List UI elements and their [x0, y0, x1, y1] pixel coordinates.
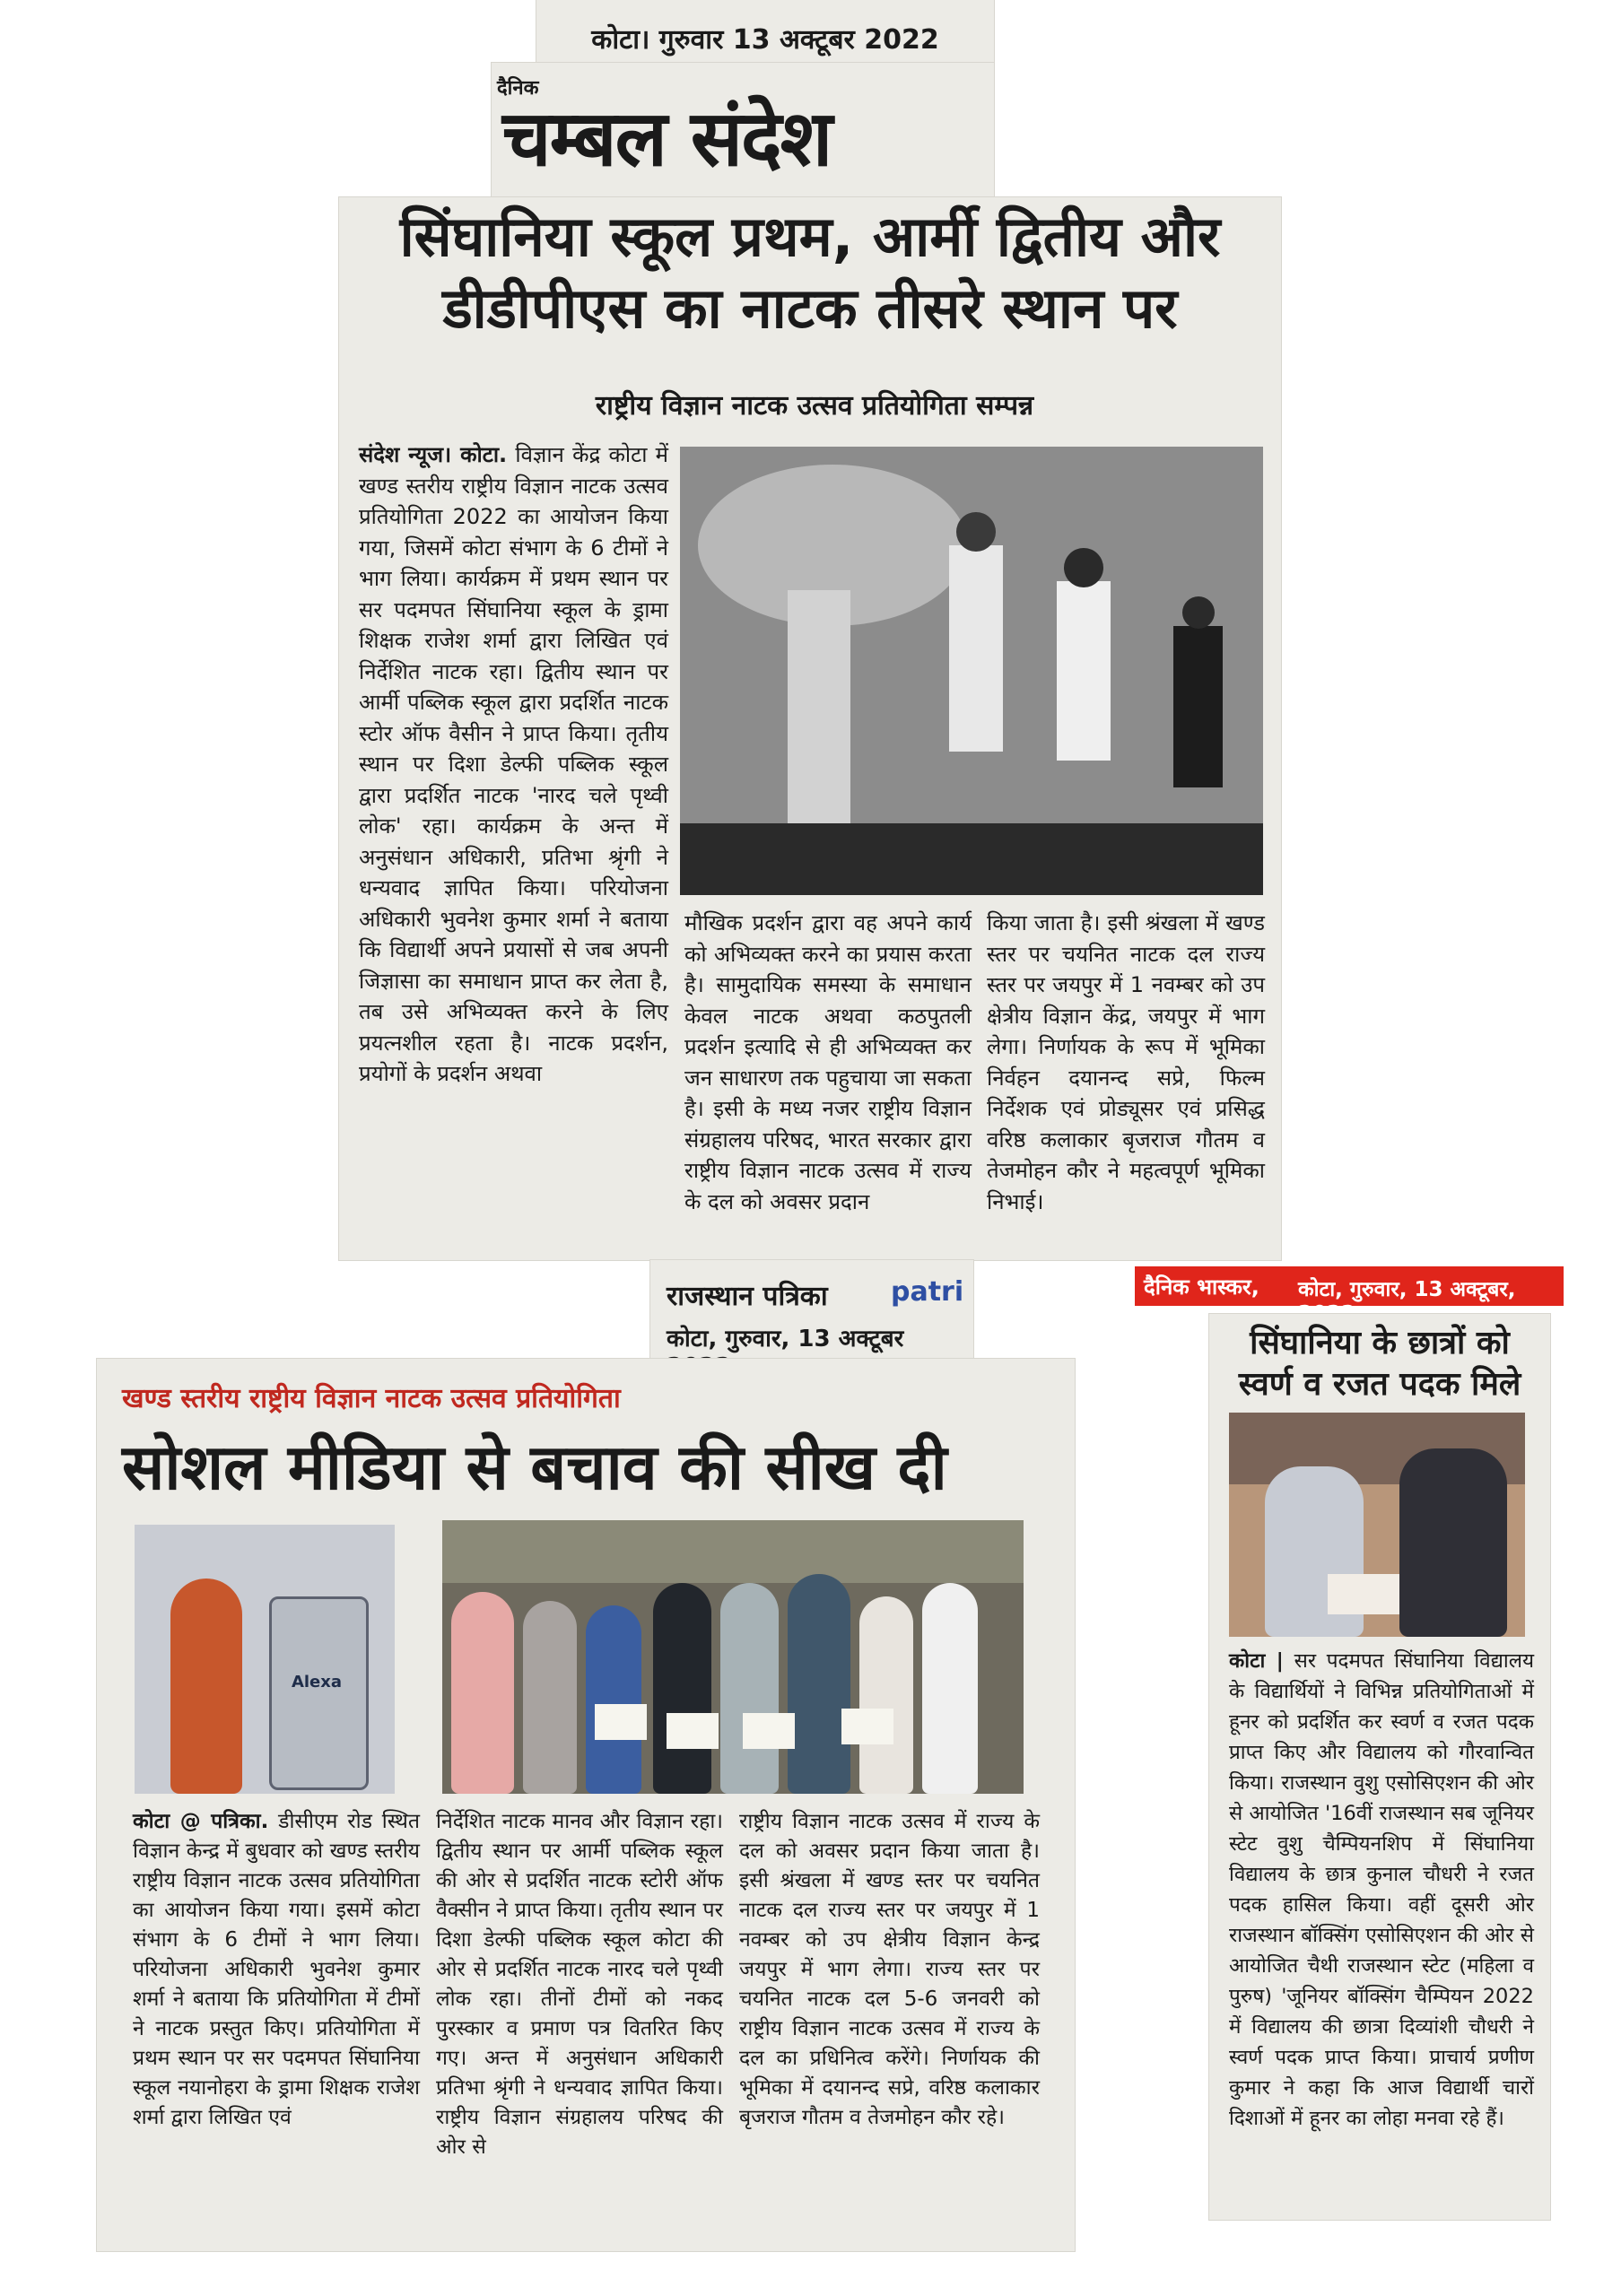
alexa-costume-label: Alexa: [291, 1673, 343, 1692]
bhaskar-body: [1229, 1646, 1534, 2134]
news-clipping-chambal: [339, 197, 1281, 1260]
person-figure: [788, 1574, 850, 1794]
certificate: [595, 1704, 647, 1740]
clip1-col1-text: विज्ञान केंद्र कोटा में खण्ड स्तरीय राष्ट्रीय विज्ञान नाटक उत्सव प्रतियोगिता 2022 का आयोजन किया गया, जिसमें कोटा संभाग के 6 टीमों ने भाग लिया। कार्यक्रम में प्रथम स्थान पर सर पदमपत सिंघानिया स्कूल के ड्रामा शिक्षक राजेश शर्मा द्वारा लिखित एवं निर्देशित नाटक रहा। द्वितीय स्थान पर आर्मी पब्लिक स्कूल द्वारा प्रदर्शित नाटक स्टोर ऑफ वैसीन ने प्राप्त किया। तृतीय स्थान पर दिशा डेल्फी पब्लिक स्कूल द्वारा प्रदर्शित नाटक 'नारद चले पृथ्वी लोक' रहा। कार्यक्रम के अन्त में अनुसंधान अधिकारी, प्रतिभा श्रृंगी ने धन्यवाद ज्ञापित किया। परियोजना अधिकारी भुवनेश कुमार शर्मा ने बताया कि विद्यार्थी अपने प्रयासों से जब अपनी जिज्ञासा का समाधान प्राप्त कर लेता है, तब उसे अभिव्यक्त करने के लिए प्रयत्नशील रहता है। नाटक प्रदर्शन, प्रयोगों के प्रदर्शन अथवा: [359, 442, 668, 1086]
certificate: [1328, 1574, 1399, 1614]
clip1-dateline: कोटा। गुरुवार 13 अक्टूबर 2022: [591, 24, 939, 56]
clip1-headline-1: सिंघानिया स्कूल प्रथम, आर्मी द्वितीय और: [399, 204, 1221, 269]
masthead-strip: [492, 63, 994, 197]
patrika-masthead: [650, 1260, 973, 1359]
play-costume-photo: [135, 1525, 395, 1794]
person-figure: [859, 1596, 913, 1794]
patrika-logo: patri: [891, 1276, 964, 1308]
bhaskar-headline-2: स्वर्ण व रजत पदक मिले: [1238, 1366, 1521, 1403]
dateline-strip: [536, 0, 994, 63]
stage-play-photo: [680, 447, 1263, 895]
backdrop-banner: [442, 1520, 1024, 1583]
clip1-column-2: मौखिक प्रदर्शन द्वारा वह अपने कार्य को अभिव्यक्त करने का प्रयास करता है। सामुदायिक समस्या के समाधान केवल नाटक अथवा कठपुतली प्रदर्शन इत्यादि से ही अभिव्यक्त कर जन साधारण तक पहुचाया जा सकता है। इसी के मध्य नजर राष्ट्रीय विज्ञान संग्रहालय परिषद, भारत सरकार द्वारा राष्ट्रीय विज्ञान नाटक उत्सव में राज्य के दल को अवसर प्रदान: [684, 910, 972, 1214]
clip1-byline: संदेश न्यूज। कोटा.: [359, 442, 508, 467]
person-figure: [922, 1583, 978, 1794]
principal-figure: [1399, 1448, 1507, 1637]
medal-winner-photo: [1229, 1413, 1525, 1637]
clip1-column-3: किया जाता है। इसी श्रंखला में खण्ड स्तर पर चयनित नाटक दल राज्य स्तर पर जयपुर में 1 नवम्बर को उप क्षेत्रीय विज्ञान केंद्र, जयपुर में भाग लेगा। निर्णायक के रूप में भूमिका निर्वहन दयानन्द सप्रे, फिल्म निर्देशक एवं प्रोड्यूसर एवं प्रसिद्ध वरिष्ठ कलाकार बृजराज गौतम व तेजमोहन कौर ने महत्वपूर्ण भूमिका निभाई।: [987, 910, 1265, 1214]
news-clipping-bhaskar: [1209, 1314, 1550, 2220]
person-figure: [653, 1583, 711, 1794]
bhaskar-headline-1: सिंघानिया के छात्रों को: [1250, 1325, 1510, 1361]
patrika-column-1: [133, 1807, 420, 2133]
masthead-prefix: दैनिक: [497, 77, 539, 100]
person-figure: [523, 1601, 577, 1794]
news-clipping-patrika: [97, 1359, 1075, 2251]
award-group-photo: [442, 1520, 1024, 1794]
bhaskar-dateline: कोटा, गुरुवार, 13 अक्टूबर,: [1298, 1278, 1516, 1301]
bhaskar-masthead: [1135, 1266, 1564, 1306]
person-figure: [720, 1583, 779, 1794]
clip1-column-1: [359, 439, 668, 1090]
patrika-byline: कोटा @ पत्रिका.: [133, 1810, 269, 1833]
clip1-subhead: राष्ट्रीय विज्ञान नाटक उत्सव प्रतियोगिता सम्पन्न: [595, 390, 1034, 422]
patrika-dateline: कोटा, गुरुवार, 13 अक्टूबर: [667, 1326, 904, 1352]
patrika-column-2: निर्देशित नाटक मानव और विज्ञान रहा। द्वितीय स्थान पर आर्मी पब्लिक स्कूल की ओर से प्रदर्शित नाटक स्टोरी ऑफ वैक्सीन ने प्राप्त किया। तृतीय स्थान पर दिशा डेल्फी पब्लिक स्कूल कोटा की ओर से प्रदर्शित नाटक नारद चले पृथ्वी लोक रहा। तीनों टीमों को नकद पुरस्कार व प्रमाण पत्र वितरित किए गए। अन्त में अनुसंधान अधिकारी प्रतिभा श्रृंगी ने धन्यवाद ज्ञापित किया। राष्ट्रीय विज्ञान संग्रहालय परिषद की ओर से: [436, 1810, 723, 2159]
alexa-costume: [269, 1596, 369, 1790]
certificate: [667, 1713, 719, 1749]
patrika-kicker: खण्ड स्तरीय राष्ट्रीय विज्ञान नाटक उत्सव प्रतियोगिता: [122, 1383, 621, 1414]
person-figure: [451, 1592, 514, 1794]
patrika-col1-text: डीसीएम रोड स्थित विज्ञान केन्द्र में बुधवार को खण्ड स्तरीय राष्ट्रीय विज्ञान नाटक उत्सव प्रतियोगिता का आयोजन किया गया। इसमें कोटा संभाग के 6 टीमों ने भाग लिया। परियोजना अधिकारी भुवनेश कुमार शर्मा ने बताया कि प्रतियोगिता में टीमों ने नाटक प्रस्तुत किए। प्रतियोगिता में प्रथम स्थान पर सर पदमपत सिंघानिया स्कूल नयानोहरा के ड्रामा शिक्षक राजेश शर्मा द्वारा लिखित एवं: [133, 1810, 420, 2129]
patrika-column-3: राष्ट्रीय विज्ञान नाटक उत्सव में राज्य के दल को अवसर प्रदान किया जाता है। इसी श्रंखला में खण्ड स्तर पर चयनित नाटक दल राज्य स्तर पर जयपुर में 1 नवम्बर को उप क्षेत्रीय विज्ञान केन्द्र जयपुर में भाग लेगा। राज्य स्तर पर चयनित नाटक दल 5-6 जनवरी को राष्ट्रीय विज्ञान नाटक उत्सव में राज्य के दल का प्रधिनित्व करेंगे। निर्णायक की भूमिका में दयानन्द सप्रे, वरिष्ठ कलाकार बृजराज गौतम व तेजमोहन कौर रहे।: [739, 1810, 1040, 2129]
patrika-headline: सोशल मीडिया से बचाव की सीख दी: [122, 1431, 947, 1504]
stage-play-illustration: [680, 447, 1263, 895]
certificate: [841, 1709, 893, 1744]
person-figure: [586, 1605, 641, 1794]
bhaskar-byline: कोटा |: [1229, 1649, 1284, 1673]
bhaskar-body-text: सर पदमपत सिंघानिया विद्यालय के विद्यार्थियों ने विभिन्न प्रतियोगिताओं में हूनर को प्रदर्शित कर स्वर्ण व रजत पदक प्राप्त किए और विद्यालय को गौरवान्वित किया। राजस्थान वुशु एसोसिएशन की ओर से आयोजित '16वीं राजस्थान सब जूनियर स्टेट वुशु चैम्पियनशिप में सिंघानिया विद्यालय के छात्र कुनाल चौधरी ने रजत पदक हासिल किया। वहीं दूसरी ओर राजस्थान बॉक्सिंग एसोसिएशन की ओर से आयोजित चैथी राजस्थान स्टेट (महिला व पुरुष) 'जूनियर बॉक्सिंग चैम्पियन 2022 में विद्यालय की छात्रा दिव्यांशी चौधरी ने स्वर्ण पदक प्राप्त किया। प्राचार्य प्रणीण कुमार ने कहा कि आज विद्यार्थी चारों दिशाओं में हूनर का लोहा मनवा रहे हैं।: [1229, 1649, 1535, 2130]
clip1-headline-2: डीडीपीएस का नाटक तीसरे स्थान पर: [442, 275, 1178, 341]
patrika-name: राजस्थान पत्रिका: [667, 1281, 828, 1312]
bhaskar-name: दैनिक भास्कर,: [1144, 1274, 1259, 1300]
performer-figure: [170, 1578, 242, 1794]
certificate: [743, 1713, 795, 1749]
masthead-title: चम्बल संदेश: [502, 94, 832, 184]
